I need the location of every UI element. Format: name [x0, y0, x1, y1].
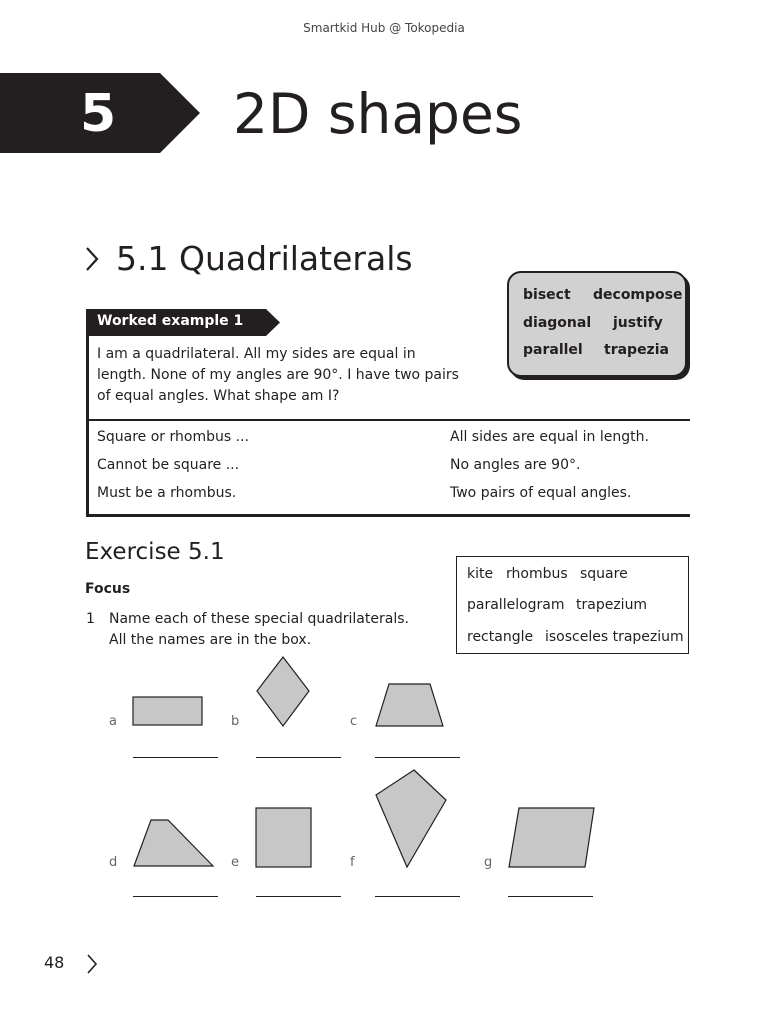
- question-text: Name each of these special quadrilaterals. All the names are in the box.: [109, 611, 409, 648]
- exercise-title: Exercise 5.1: [85, 539, 225, 565]
- kite-shape: [374, 768, 448, 869]
- rhombus-shape: [255, 655, 311, 728]
- worked-step-right: All sides are equal in length.: [450, 429, 649, 445]
- shape-name: parallelogram: [467, 597, 565, 613]
- shape-label-b: b: [231, 714, 240, 729]
- worked-example-question: I am a quadrilateral. All my sides are equal in length. None of my angles are 90°. I have two pairs of equal angles. What shape am I?: [97, 346, 459, 404]
- worked-example-divider: [86, 419, 690, 421]
- worked-step-right: No angles are 90°.: [450, 457, 581, 473]
- shape-label-a: a: [109, 714, 117, 729]
- page-header-source: Smartkid Hub @ Tokopedia: [303, 21, 465, 35]
- answer-line-c: [375, 757, 460, 758]
- answer-line-d: [133, 896, 218, 897]
- worked-step-left: Cannot be square ...: [97, 457, 240, 473]
- worked-example-border: [86, 336, 89, 517]
- vocab-word: decompose: [593, 287, 683, 303]
- answer-line-a: [133, 757, 218, 758]
- shape-names-box: [456, 556, 689, 654]
- shape-name: kite: [467, 566, 494, 582]
- question-number: 1: [86, 611, 95, 627]
- answer-line-f: [375, 896, 460, 897]
- vocabulary-box: [507, 271, 687, 377]
- answer-line-b: [256, 757, 341, 758]
- shape-name: isosceles trapezium: [545, 629, 684, 645]
- vocab-word: diagonal: [523, 315, 592, 331]
- shape-name: rectangle: [467, 629, 534, 645]
- parallelogram-shape: [507, 806, 596, 869]
- vocab-word: trapezia: [604, 342, 669, 358]
- page-number: 48: [44, 953, 65, 972]
- square-shape: [255, 807, 313, 869]
- chapter-title: 2D shapes: [233, 82, 523, 146]
- vocab-word: parallel: [523, 342, 583, 358]
- worked-step-right: Two pairs of equal angles.: [450, 485, 632, 501]
- vocab-word: bisect: [523, 287, 571, 303]
- answer-line-e: [256, 896, 341, 897]
- worked-example-label: Worked example 1: [97, 313, 244, 329]
- section-title: 5.1 Quadrilaterals: [116, 239, 413, 278]
- shape-name: trapezium: [576, 597, 648, 613]
- right-trapezium-shape: [132, 818, 216, 868]
- shape-name: rhombus: [506, 566, 568, 582]
- focus-label: Focus: [85, 581, 131, 597]
- worked-step-left: Must be a rhombus.: [97, 485, 237, 501]
- rectangle-shape: [132, 696, 204, 726]
- shape-name: square: [580, 566, 628, 582]
- shape-label-e: e: [231, 855, 239, 870]
- vocab-word: justify: [613, 315, 663, 331]
- shape-label-d: d: [109, 855, 118, 870]
- answer-line-g: [508, 896, 593, 897]
- shape-label-f: f: [350, 855, 355, 870]
- worked-example-bottom-rule: [86, 514, 690, 517]
- shape-label-g: g: [484, 855, 493, 870]
- chevron-right-icon: [86, 953, 98, 975]
- shape-label-c: c: [350, 714, 358, 729]
- worked-step-left: Square or rhombus ...: [97, 429, 249, 445]
- isosceles-trapezium-shape: [374, 682, 446, 728]
- chevron-right-icon: [84, 246, 100, 272]
- chapter-number: 5: [80, 84, 117, 144]
